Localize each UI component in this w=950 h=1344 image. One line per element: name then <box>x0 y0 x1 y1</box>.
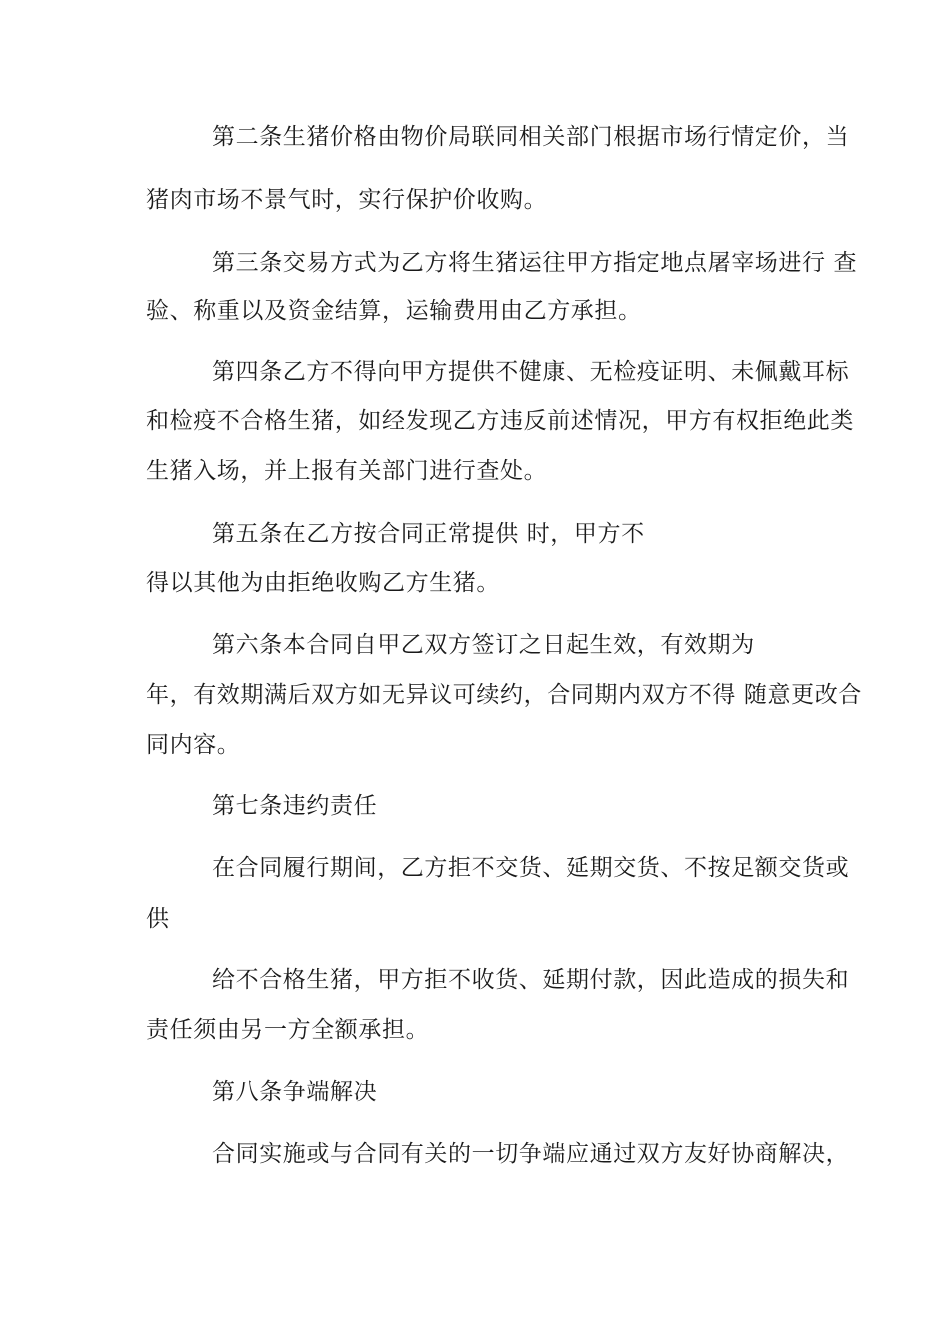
text-line: 第八条争端解决 <box>212 1079 378 1105</box>
text-line: 在合同履行期间，乙方拒不交货、延期交货、不按足额交货或 <box>212 855 850 881</box>
text-line: 给不合格生猪，甲方拒不收货、延期付款，因此造成的损失和 <box>212 967 850 993</box>
text-line: 供 <box>146 906 170 932</box>
text-line: 年，有效期满后双方如无异议可续约，合同期内双方不得 随意更改合 <box>146 682 862 708</box>
text-line: 得以其他为由拒绝收购乙方生猪。 <box>146 570 500 596</box>
text-line: 责任须由另一方全额承担。 <box>146 1017 430 1043</box>
text-line: 第四条乙方不得向甲方提供不健康、无检疫证明、未佩戴耳标 <box>212 359 850 385</box>
text-line: 同内容。 <box>146 732 241 758</box>
text-line: 第七条违约责任 <box>212 793 378 819</box>
text-line: 第三条交易方式为乙方将生猪运往甲方指定地点屠宰场进行 查 <box>212 250 858 276</box>
text-line: 第五条在乙方按合同正常提供 时，甲方不 <box>212 521 645 547</box>
text-line: 和检疫不合格生猪，如经发现乙方违反前述情况，甲方有权拒绝此类 <box>146 408 854 434</box>
text-line: 第六条本合同自甲乙双方签订之日起生效，有效期为 <box>212 632 755 658</box>
text-line: 第二条生猪价格由物价局联同相关部门根据市场行情定价，当 <box>212 124 850 150</box>
text-line: 合同实施或与合同有关的一切争端应通过双方友好协商解决， <box>212 1141 850 1167</box>
text-line: 生猪入场，并上报有关部门进行查处。 <box>146 458 548 484</box>
text-line: 验、称重以及资金结算，运输费用由乙方承担。 <box>146 298 642 324</box>
text-line: 猪肉市场不景气时，实行保护价收购。 <box>146 187 548 213</box>
